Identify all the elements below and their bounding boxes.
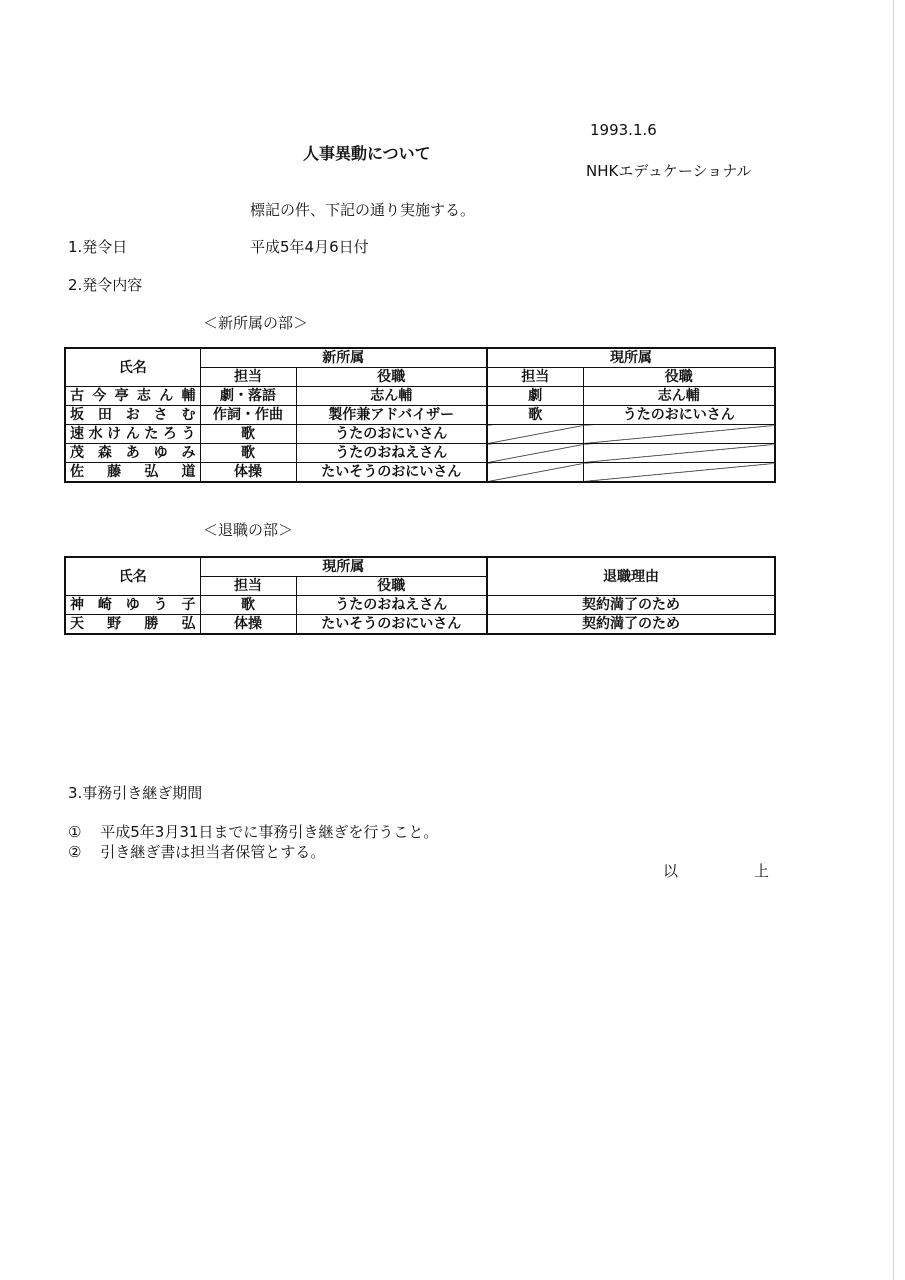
closing-mark-second: 上 [754,862,770,880]
current-position: 志ん輔 [583,387,775,406]
current-position: うたのおねえさん [296,596,487,615]
table-row [65,463,775,483]
header-new-affiliation: 新所属 [200,348,487,368]
header-name: 氏名 [65,557,200,596]
current-role: 体操 [200,615,296,635]
current-role: 歌 [200,596,296,615]
new-position: たいそうのおにいさん [296,463,487,483]
list-item [68,821,438,842]
item-text: 平成5年3月31日までに事務引き継ぎを行うこと。 [100,823,439,841]
retirement-heading: ＜退職の部＞ [203,521,294,539]
current-role-blank [487,463,583,483]
new-assignment-heading: ＜新所属の部＞ [203,314,309,332]
new-position: 志ん輔 [296,387,487,406]
current-position-blank [583,425,775,444]
table-header-row [65,557,775,577]
person-name: 速水けんたろう [65,425,200,444]
document-date: 1993.1.6 [590,121,657,139]
header-current-role: 担当 [487,368,583,387]
new-assignment-table [64,347,776,483]
section-3-label: 3.事務引き継ぎ期間 [68,784,203,802]
current-position: うたのおにいさん [583,406,775,425]
section-1-value: 平成5年4月6日付 [250,238,369,256]
person-name: 佐藤弘道 [65,463,200,483]
section-1-label: 1.発令日 [68,238,128,256]
current-position-blank [583,463,775,483]
current-position-blank [583,444,775,463]
header-role: 担当 [200,577,296,596]
company-name: NHKエデュケーショナル [586,162,752,180]
current-role: 劇 [487,387,583,406]
header-current-affiliation: 現所属 [200,557,487,577]
header-position: 役職 [296,577,487,596]
new-role: 歌 [200,444,296,463]
table-row [65,387,775,406]
current-position: たいそうのおにいさん [296,615,487,635]
item-marker: ① [68,823,82,841]
item-text: 引き継ぎ書は担当者保管とする。 [100,843,326,861]
new-role: 劇・落語 [200,387,296,406]
table-row [65,444,775,463]
table-row [65,425,775,444]
header-new-position: 役職 [296,368,487,387]
header-name: 氏名 [65,348,200,387]
retirement-reason: 契約満了のため [487,596,775,615]
new-position: うたのおにいさん [296,425,487,444]
person-name: 坂田おさむ [65,406,200,425]
current-role-blank [487,444,583,463]
retirement-reason: 契約満了のため [487,615,775,635]
new-role: 体操 [200,463,296,483]
table-row [65,596,775,615]
new-role: 作詞・作曲 [200,406,296,425]
table-header-row [65,348,775,368]
intro-text: 標記の件、下記の通り実施する。 [250,201,476,219]
person-name: 茂森あゆみ [65,444,200,463]
new-position: 製作兼アドバイザー [296,406,487,425]
list-item [68,841,325,862]
document-title: 人事異動について [303,144,431,163]
person-name: 天野勝弘 [65,615,200,635]
header-current-position: 役職 [583,368,775,387]
header-new-role: 担当 [200,368,296,387]
header-retirement-reason: 退職理由 [487,557,775,596]
retirement-table [64,556,776,635]
person-name: 神崎ゆう子 [65,596,200,615]
item-marker: ② [68,843,82,861]
section-2-label: 2.発令内容 [68,276,143,294]
table-row [65,406,775,425]
new-position: うたのおねえさん [296,444,487,463]
scan-edge-line [893,0,894,1280]
table-row [65,615,775,635]
person-name: 古今亭志ん輔 [65,387,200,406]
header-current-affiliation: 現所属 [487,348,775,368]
new-role: 歌 [200,425,296,444]
current-role: 歌 [487,406,583,425]
current-role-blank [487,425,583,444]
closing-mark-first: 以 [663,862,679,880]
